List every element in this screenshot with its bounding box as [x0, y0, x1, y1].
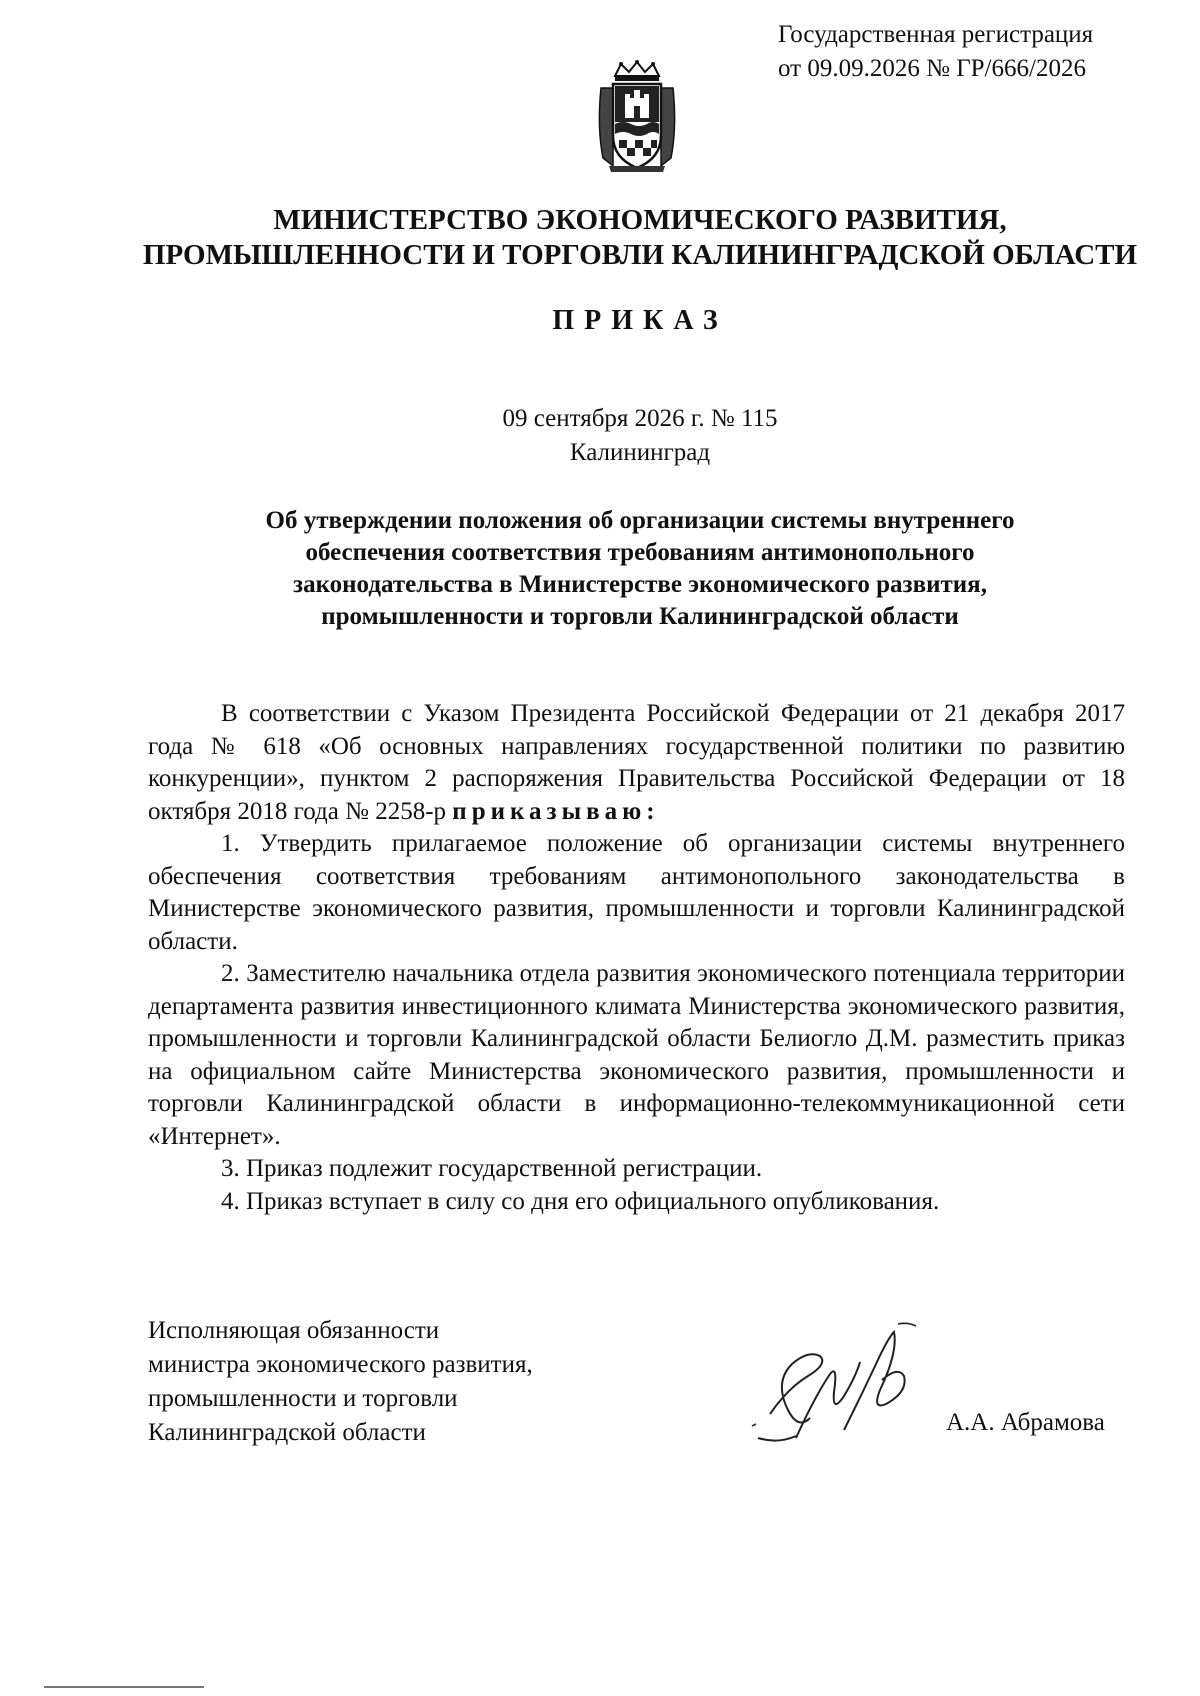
registration-stamp — [778, 18, 1093, 86]
subject-line-3: законодательства в Министерстве экономического развития, — [293, 571, 987, 598]
order-body — [148, 698, 1125, 1218]
scan-artifact-line — [44, 1686, 204, 1688]
order-item-4: 4. Приказ вступает в силу со дня его официального опубликования. — [221, 1187, 940, 1215]
registration-line-1: Государственная регистрация — [778, 21, 1094, 48]
ministry-line-1: МИНИСТЕРСТВО ЭКОНОМИЧЕСКОГО РАЗВИТИЯ, — [273, 204, 1007, 236]
handwritten-signature — [748, 1318, 948, 1450]
subject-line-1: Об утверждении положения об организации системы внутреннего — [265, 507, 1015, 534]
order-item-2: 2. Заместителю начальника отдела развития экономического потенциала территории департамента развития инвестиционного климата Министерства экономического развития, промышленности и торговли Калининградской области Белиогло Д.М. разместить приказ на официальном сайте Министерства экономического развития, промышленности и торговли Калининградской области в информационно-телекоммуникационной сети «Интернет». — [148, 960, 1125, 1150]
subject-line-4: промышленности и торговли Калининградской области — [321, 603, 959, 630]
position-line-1: Исполняющая обязанности — [148, 1317, 440, 1344]
order-word: приказываю: — [452, 797, 660, 825]
order-subject — [170, 505, 1110, 633]
city: Калининград — [569, 439, 711, 466]
ministry-line-2: ПРОМЫШЛЕННОСТИ И ТОРГОВЛИ КАЛИНИНГРАДСКОЙ ОБЛАСТИ — [142, 239, 1138, 271]
kaliningrad-coat-of-arms-icon — [593, 58, 681, 176]
date-number: 09 сентября 2026 г. № 115 — [502, 405, 778, 432]
signatory-position — [148, 1314, 533, 1450]
preamble-paragraph — [148, 698, 1125, 828]
position-line-2: министра экономического развития, — [148, 1351, 533, 1378]
order-item-1: 1. Утвердить прилагаемое положение об организации системы внутреннего обеспечения соответствия требованиям антимонопольного законодательства в Министерстве экономического развития, промышленности и торговли Калининградской области. — [148, 830, 1125, 955]
signatory-name: А.А. Абрамова — [946, 1409, 1105, 1436]
preamble-text: В соответствии с Указом Президента Российской Федерации от 21 декабря 2017 года № 618 «Об основных направлениях государственной политики по развитию конкуренции», пунктом 2 распоряжения Правительства Российской Федерации от 18 октября 2018 года № 2258-р — [148, 700, 1125, 825]
ministry-name — [0, 203, 1200, 273]
position-line-3: промышленности и торговли — [148, 1385, 458, 1412]
date-and-place — [0, 402, 1200, 470]
registration-line-2: от 09.09.2026 № ГР/666/2026 — [778, 55, 1086, 82]
subject-line-2: обеспечения соответствия требованиям антимонопольного — [305, 539, 975, 566]
document-type: ПРИКАЗ — [552, 305, 728, 336]
order-item-3: 3. Приказ подлежит государственной регистрации. — [221, 1155, 763, 1182]
position-line-4: Калининградской области — [148, 1419, 426, 1446]
